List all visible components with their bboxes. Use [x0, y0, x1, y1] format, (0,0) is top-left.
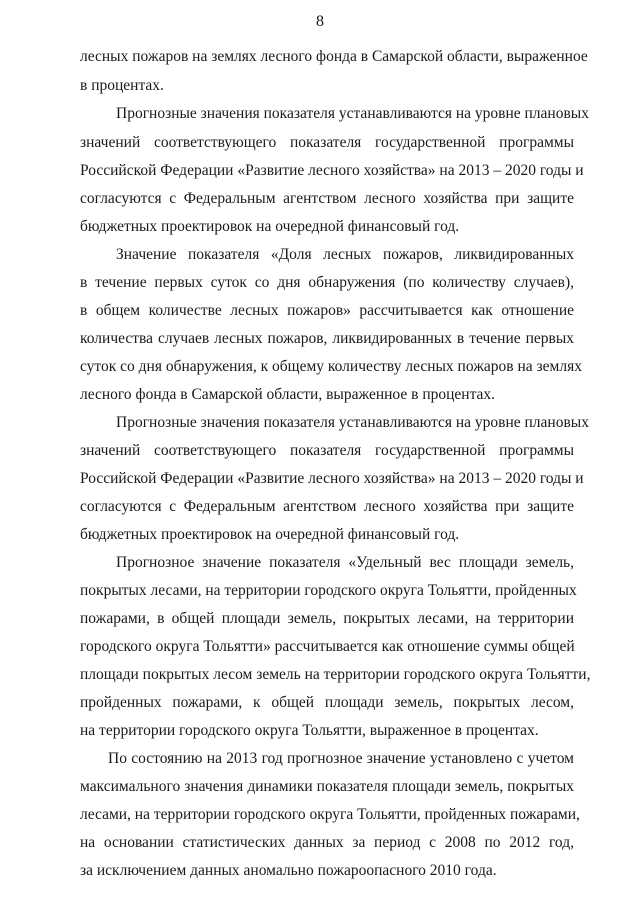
- text-line: лесами, на территории городского округа Тольятти, пройденных пожарами,: [80, 806, 580, 823]
- text-line: на основании статистических данных за период с 2008 по 2012 год,: [80, 834, 574, 851]
- text-line: Прогнозные значения показателя устанавливаются на уровне плановых: [116, 105, 589, 122]
- text-line: пройденных пожарами, к общей площади земель, покрытых лесом,: [80, 694, 574, 711]
- text-line: бюджетных проектировок на очередной финансовый год.: [80, 526, 460, 543]
- text-line: на территории городского округа Тольятти, выраженное в процентах.: [80, 722, 539, 739]
- text-line: значений соответствующего показателя государственной программы: [80, 442, 574, 459]
- text-line: в общем количестве лесных пожаров» рассчитывается как отношение: [80, 302, 574, 319]
- text-line: в течение первых суток со дня обнаружения (по количеству случаев),: [80, 274, 574, 291]
- text-line: за исключением данных аномально пожароопасного 2010 года.: [80, 862, 497, 879]
- text-line: лесных пожаров на землях лесного фонда в Самарской области, выраженное: [80, 48, 588, 65]
- text-line: суток со дня обнаружения, к общему количеству лесных пожаров на землях: [80, 358, 582, 375]
- text-line: площади покрытых лесом земель на территории городского округа Тольятти,: [80, 666, 591, 683]
- text-line: согласуются с Федеральным агентством лесного хозяйства при защите: [80, 190, 574, 207]
- text-line: лесного фонда в Самарской области, выраженное в процентах.: [80, 386, 496, 403]
- text-line: Российской Федерации «Развитие лесного хозяйства» на 2013 – 2020 годы и: [80, 470, 584, 487]
- text-line: городского округа Тольятти» рассчитывается как отношение суммы общей: [80, 638, 575, 655]
- text-line: пожарами, в общей площади земель, покрытых лесами, на территории: [80, 610, 574, 627]
- text-line: согласуются с Федеральным агентством лесного хозяйства при защите: [80, 498, 574, 515]
- text-line: Российской Федерации «Развитие лесного хозяйства» на 2013 – 2020 годы и: [80, 162, 584, 179]
- text-line: максимального значения динамики показателя площади земель, покрытых: [80, 778, 574, 795]
- text-line: Прогнозные значения показателя устанавливаются на уровне плановых: [116, 414, 589, 431]
- page-number: 8: [316, 13, 324, 30]
- text-line: бюджетных проектировок на очередной финансовый год.: [80, 218, 460, 235]
- text-line: в процентах.: [80, 77, 164, 94]
- text-line: По состоянию на 2013 год прогнозное значение установлено с учетом: [108, 750, 574, 767]
- text-line: Прогнозное значение показателя «Удельный вес площади земель,: [116, 554, 574, 571]
- text-line: покрытых лесами, на территории городского округа Тольятти, пройденных: [80, 582, 577, 599]
- text-line: Значение показателя «Доля лесных пожаров, ликвидированных: [116, 246, 574, 263]
- text-line: количества случаев лесных пожаров, ликвидированных в течение первых: [80, 330, 574, 347]
- text-line: значений соответствующего показателя государственной программы: [80, 134, 574, 151]
